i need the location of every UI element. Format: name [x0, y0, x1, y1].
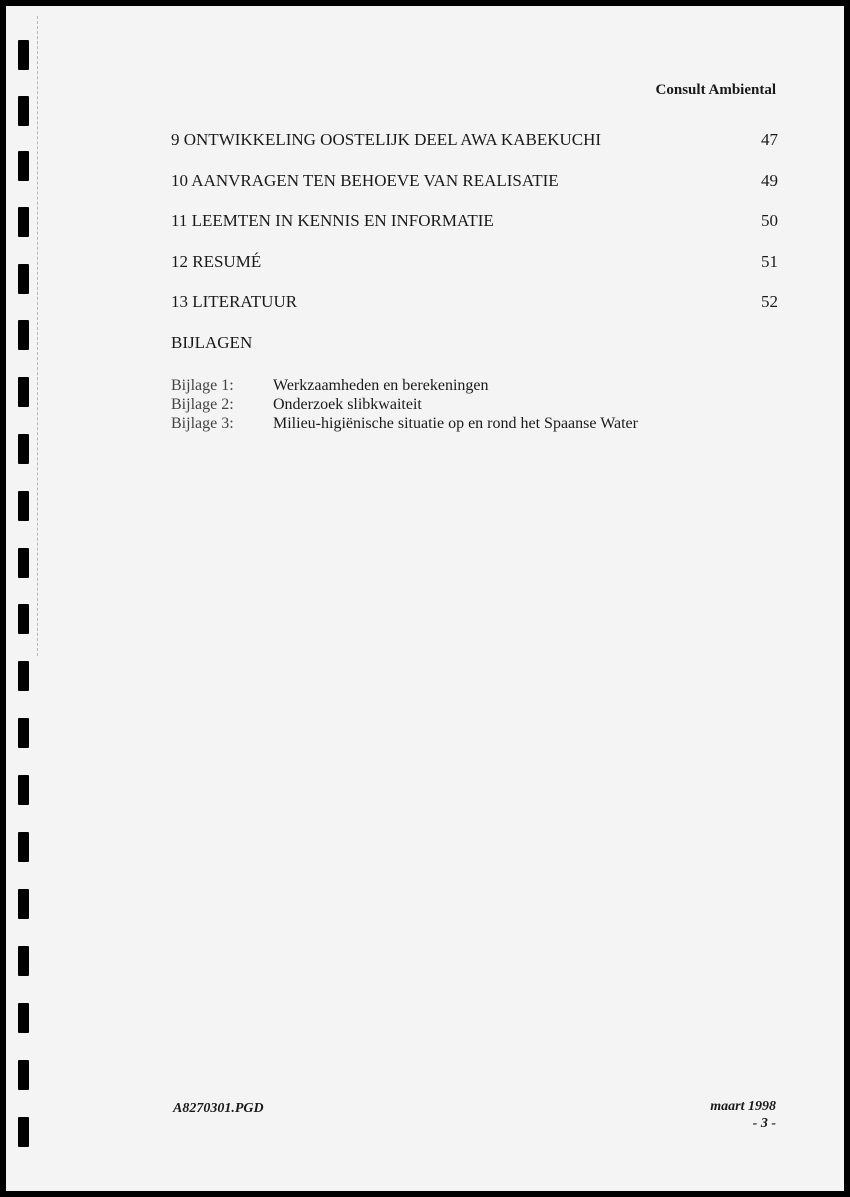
toc-entry	[171, 292, 778, 333]
document-page	[6, 6, 844, 1191]
binding-hole	[18, 775, 29, 805]
toc-entry	[171, 171, 778, 212]
toc-entry-page: 52	[761, 292, 778, 311]
toc-entry-title: 12 RESUMÉ	[171, 251, 262, 271]
toc-entry-page: 47	[761, 130, 778, 149]
binding-hole	[18, 40, 29, 70]
binding-hole	[18, 1060, 29, 1090]
binding-hole	[18, 491, 29, 521]
binding-hole	[18, 151, 29, 181]
toc-entry-title: 11 LEEMTEN IN KENNIS EN INFORMATIE	[171, 211, 494, 230]
toc-entry-title: 10 AANVRAGEN TEN BEHOEVE VAN REALISATIE	[171, 170, 559, 190]
toc-entry-title: 9 ONTWIKKELING OOSTELIJK DEEL AWA KABEKUCHI	[171, 130, 602, 149]
binding-hole	[18, 207, 29, 237]
binding-hole	[18, 718, 29, 748]
binding-hole	[18, 434, 29, 464]
appendix-item	[171, 395, 638, 414]
appendix-title: Milieu-higiënische situatie op en rond het Spaanse Water	[273, 415, 638, 432]
binding-hole	[18, 96, 29, 126]
appendix-list	[171, 376, 638, 433]
binding-hole	[18, 1117, 29, 1147]
footer-date-block	[710, 1098, 776, 1132]
binding-hole	[18, 377, 29, 407]
binding-hole	[18, 946, 29, 976]
toc-entry-title: 13 LITERATUUR	[171, 292, 298, 311]
appendix-title: Onderzoek slibkwaiteit	[273, 396, 422, 413]
toc-entry-page: 50	[761, 211, 778, 230]
appendix-item	[171, 376, 638, 395]
binding-hole	[18, 1003, 29, 1033]
appendices-heading: BIJLAGEN	[171, 333, 253, 352]
appendix-label: Bijlage 1:	[171, 377, 234, 394]
binding-hole	[18, 320, 29, 350]
ring-binding	[6, 6, 46, 1191]
page-header-org: Consult Ambiental	[655, 82, 776, 98]
appendix-item	[171, 414, 638, 433]
appendix-title: Werkzaamheden en berekeningen	[273, 377, 489, 394]
toc-entry-page: 51	[761, 251, 778, 271]
toc-entry	[171, 130, 778, 171]
binding-hole	[18, 548, 29, 578]
binding-hole	[18, 264, 29, 294]
binding-hole	[18, 604, 29, 634]
appendix-label: Bijlage 2:	[171, 396, 234, 413]
footer-date: maart 1998	[710, 1099, 776, 1114]
table-of-contents	[171, 130, 778, 333]
toc-entry	[171, 252, 778, 293]
binding-hole	[18, 832, 29, 862]
footer-file-name: A8270301.PGD	[173, 1101, 264, 1116]
toc-entry	[171, 211, 778, 252]
binding-hole	[18, 889, 29, 919]
binding-hole	[18, 661, 29, 691]
footer-page-number: - 3 -	[752, 1116, 776, 1131]
appendix-label: Bijlage 3:	[171, 415, 234, 432]
toc-entry-page: 49	[761, 170, 778, 190]
binding-guide-line	[37, 16, 38, 656]
